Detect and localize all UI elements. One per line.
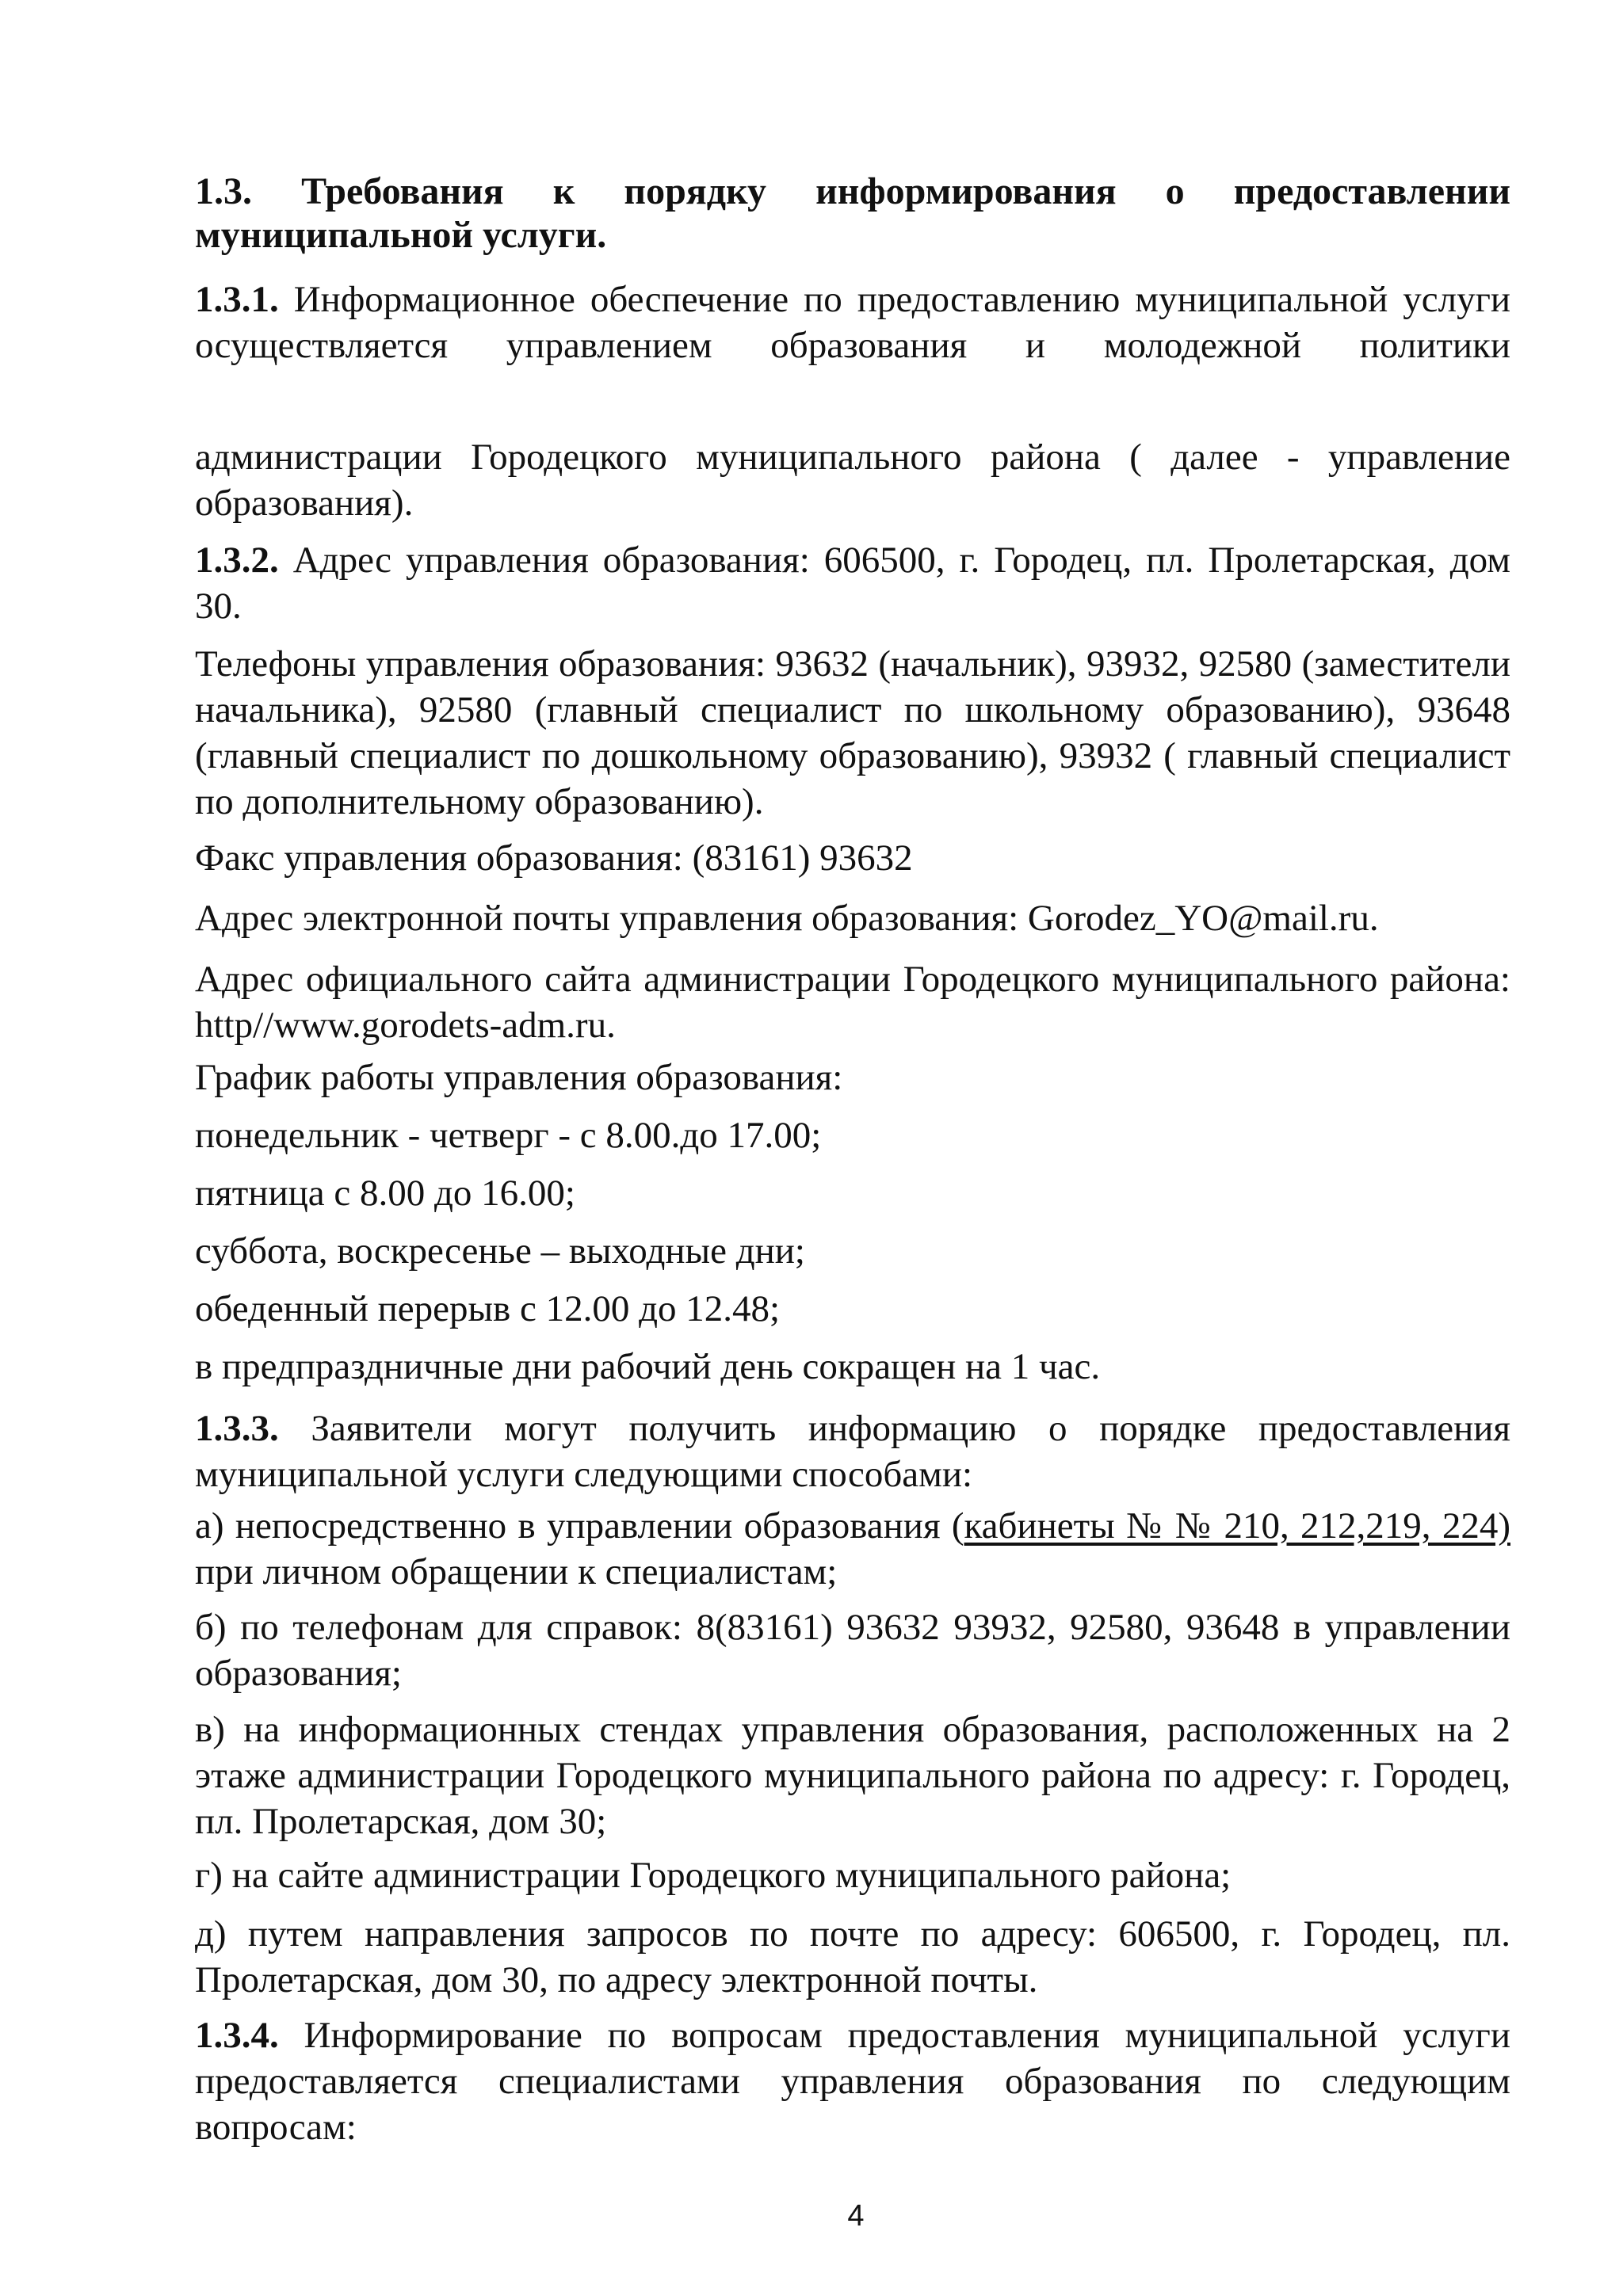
list-item-g: г) на сайте администрации Городецкого муниципального района; <box>195 1855 1232 1896</box>
paragraph-1-3-2 <box>195 537 1510 629</box>
fax-line: Факс управления образования: (83161) 93632 <box>195 837 913 879</box>
schedule-lunch: обеденный перерыв с 12.00 до 12.48; <box>195 1288 781 1329</box>
paragraph-1-3-4 <box>195 2012 1510 2150</box>
schedule-holiday: в предпраздничные дни рабочий день сокращен на 1 час. <box>195 1346 1101 1387</box>
paragraph-1-3-1 <box>195 277 1510 368</box>
paragraph-text: администрации Городецкого муниципального района ( далее - управление образования). <box>195 437 1510 524</box>
schedule-weekend: суббота, воскресенье – выходные дни; <box>195 1230 805 1272</box>
list-item-a-prefix: а) непосредственно в управлении образования ( <box>195 1505 964 1547</box>
schedule-friday: пятница с 8.00 до 16.00; <box>195 1173 575 1214</box>
schedule-heading: График работы управления образования: <box>195 1057 843 1098</box>
paragraph-number: 1.3.1. <box>195 279 279 320</box>
paragraph-text: Заявители могут получить информацию о порядке предоставления муниципальной услуги следующими способами: <box>195 1408 1511 1495</box>
email-line: Адрес электронной почты управления образования: Gorodez_YO@mail.ru. <box>195 898 1379 939</box>
phones-paragraph: Телефоны управления образования: 93632 (начальник), 93932, 92580 (заместители начальника), 92580 (главный специалист по школьному образованию), 93648 (главный специалист по дошкольному образованию), 93932 ( главный специалист по дополнительному образованию). <box>195 643 1510 822</box>
paragraph-number: 1.3.2. <box>195 540 279 581</box>
paragraph-1-3-1-continued <box>195 434 1510 526</box>
list-item-a <box>195 1503 1510 1595</box>
paragraph-1-3-3 <box>195 1405 1510 1497</box>
paragraph-number: 1.3.3. <box>195 1408 279 1449</box>
paragraph-text: Адрес управления образования: 606500, г. Городец, пл. Пролетарская, дом 30. <box>195 540 1510 627</box>
section-title: Требования к порядку информирования о предоставлении муниципальной услуги. <box>195 170 1511 256</box>
list-item-b: б) по телефонам для справок: 8(83161) 93632 93932, 92580, 93648 в управлении образования; <box>195 1607 1510 1694</box>
page-number: 4 <box>847 2199 865 2233</box>
section-number: 1.3. <box>195 170 252 212</box>
paragraph-text: Информационное обеспечение по предоставлению муниципальной услуги осуществляется управлением образования и молодежной политики <box>195 279 1510 366</box>
schedule-mon-thu: понедельник - четверг - с 8.00.до 17.00; <box>195 1115 822 1156</box>
website-paragraph: Адрес официального сайта администрации Городецкого муниципального района: http//www.gorodets-adm.ru. <box>195 959 1510 1046</box>
list-item-d: д) путем направления запросов по почте по адресу: 606500, г. Городец, пл. Пролетарская, дом 30, по адресу электронной почты. <box>195 1913 1510 2000</box>
section-heading-1-3 <box>195 170 1510 257</box>
paragraph-number: 1.3.4. <box>195 2015 279 2056</box>
paragraph-text: Информирование по вопросам предоставления муниципальной услуги предоставляется специалистами управления образования по следующим вопросам: <box>195 2015 1510 2148</box>
list-item-a-suffix: при личном обращении к специалистам; <box>195 1551 838 1592</box>
list-item-a-offices: кабинеты № № 210, 212,219, 224) <box>964 1505 1510 1547</box>
list-item-v: в) на информационных стендах управления образования, расположенных на 2 этаже администрации Городецкого муниципального района по адресу: г. Городец, пл. Пролетарская, дом 30; <box>195 1709 1510 1842</box>
